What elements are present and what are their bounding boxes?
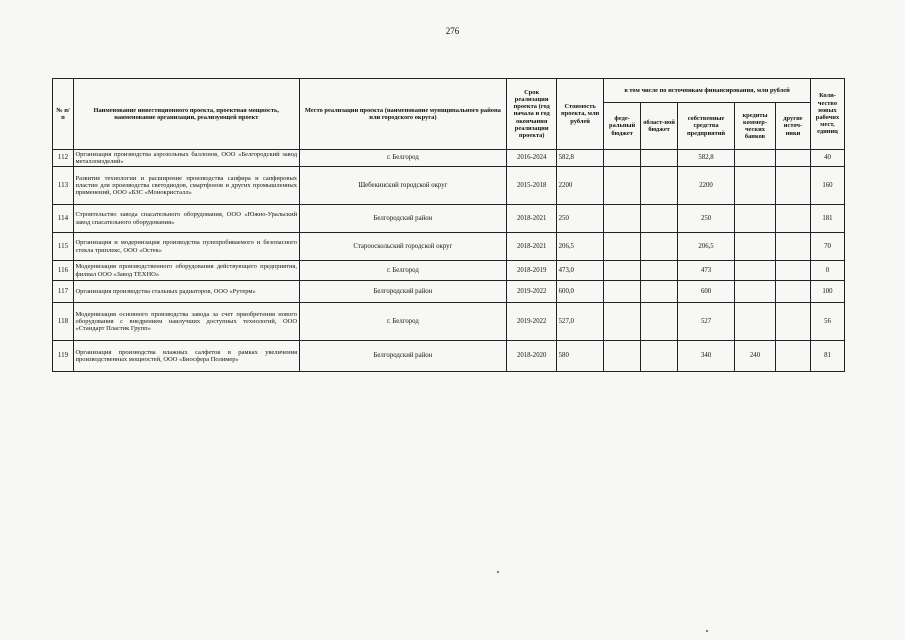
row-name: Организация производства влажных салфеток в рамках увеличения производственных мощностей, ООО «Биосфера Полимер»	[73, 341, 299, 372]
row-federal	[604, 261, 641, 281]
row-regional	[641, 150, 678, 167]
row-jobs: 81	[810, 341, 844, 372]
row-jobs: 70	[810, 233, 844, 261]
row-federal	[604, 205, 641, 233]
row-cost: 527,0	[557, 303, 604, 341]
row-num: 118	[53, 303, 74, 341]
row-credits	[735, 233, 776, 261]
row-num: 113	[53, 167, 74, 205]
row-credits	[735, 281, 776, 303]
row-num: 115	[53, 233, 74, 261]
table-row	[53, 150, 845, 167]
row-place: Белгородский район	[299, 341, 507, 372]
row-jobs: 40	[810, 150, 844, 167]
header-own: собственные средства предприятий	[678, 103, 735, 150]
row-place: Белгородский район	[299, 205, 507, 233]
header-financing-group: в том числе по источникам финансирования, млн рублей	[604, 79, 811, 103]
row-name: Организация и модернизация производства пулепробиваемого и безопасного стекла триплекс, ООО «Остек»	[73, 233, 299, 261]
row-period: 2015-2018	[507, 167, 557, 205]
row-credits	[735, 205, 776, 233]
table-row	[53, 341, 845, 372]
row-place: г. Белгород	[299, 150, 507, 167]
row-period: 2018-2020	[507, 341, 557, 372]
row-other	[775, 167, 810, 205]
row-other	[775, 205, 810, 233]
row-period: 2016-2024	[507, 150, 557, 167]
table-row	[53, 205, 845, 233]
page-number: 276	[445, 26, 460, 36]
row-name: Организация производства аэрозольных баллонов, ООО «Белгородский завод металлоизделий»	[75, 150, 298, 165]
row-jobs: 56	[810, 303, 844, 341]
row-credits: 240	[735, 341, 776, 372]
row-credits	[735, 261, 776, 281]
row-cost: 582,8	[557, 150, 604, 167]
row-regional	[641, 167, 678, 205]
row-other	[775, 341, 810, 372]
row-other	[775, 303, 810, 341]
row-cost: 2200	[557, 167, 604, 205]
row-name: Строительство завода спасательного оборудования, ООО «Южно-Уральский завод спасательного оборудования»	[73, 205, 299, 233]
row-credits	[735, 303, 776, 341]
table-row	[53, 233, 845, 261]
row-jobs: 100	[810, 281, 844, 303]
row-other	[775, 261, 810, 281]
row-own: 600	[678, 281, 735, 303]
row-federal	[604, 167, 641, 205]
table-row	[53, 303, 845, 341]
row-jobs: 181	[810, 205, 844, 233]
row-jobs: 160	[810, 167, 844, 205]
header-credits: кредиты коммер-ческих банков	[735, 103, 776, 150]
row-place: Белгородский район	[299, 281, 507, 303]
row-own: 2200	[678, 167, 735, 205]
row-own: 340	[678, 341, 735, 372]
header-other: другие источ-ники	[775, 103, 810, 150]
header-place: Место реализации проекта (наименование муниципального района или городского округа)	[299, 79, 507, 150]
row-place: г. Белгород	[299, 261, 507, 281]
row-period: 2018-2021	[507, 233, 557, 261]
row-regional	[641, 261, 678, 281]
header-num: № п/п	[53, 79, 74, 150]
row-place: Старооскольский городской округ	[299, 233, 507, 261]
row-name: Модернизация основного производства завода за счет приобретения нового оборудования с внедрением наилучших доступных технологий, ООО «Стандарт Пластик Групп»	[73, 303, 299, 341]
row-cost: 206,5	[557, 233, 604, 261]
row-period: 2018-2019	[507, 261, 557, 281]
row-federal	[604, 341, 641, 372]
row-cost: 473,0	[557, 261, 604, 281]
row-regional	[641, 205, 678, 233]
header-cost: Стоимость проекта, млн рублей	[557, 79, 604, 150]
header-federal: феде-ральный бюджет	[604, 103, 641, 150]
row-num: 116	[53, 261, 74, 281]
investment-projects-table	[52, 78, 845, 372]
row-federal	[604, 233, 641, 261]
header-regional: област-ной бюджет	[641, 103, 678, 150]
row-regional	[641, 281, 678, 303]
header-period: Срок реализации проекта (год начала и год окончания реализации проекта)	[507, 79, 557, 150]
table-row	[53, 167, 845, 205]
row-period: 2018-2021	[507, 205, 557, 233]
header-jobs: Коли-чество новых рабочих мест, единиц	[810, 79, 844, 150]
row-own: 250	[678, 205, 735, 233]
row-other	[775, 150, 810, 167]
row-num: 112	[53, 150, 74, 167]
row-federal	[604, 303, 641, 341]
table-row	[53, 261, 845, 281]
row-num: 114	[53, 205, 74, 233]
row-num: 119	[53, 341, 74, 372]
row-name: Организация производства стальных радиаторов, ООО «Рутерм»	[73, 281, 299, 303]
row-credits	[735, 167, 776, 205]
row-num: 117	[53, 281, 74, 303]
row-place: Шебекинский городской округ	[299, 167, 507, 205]
row-cost: 600,0	[557, 281, 604, 303]
scan-speck	[706, 630, 708, 632]
row-federal	[604, 281, 641, 303]
row-period: 2019-2022	[507, 303, 557, 341]
row-place: г. Белгород	[299, 303, 507, 341]
row-regional	[641, 303, 678, 341]
row-regional	[641, 341, 678, 372]
row-credits	[735, 150, 776, 167]
scan-speck	[497, 571, 499, 573]
row-cost: 580	[557, 341, 604, 372]
row-own: 206,5	[678, 233, 735, 261]
row-federal	[604, 150, 641, 167]
row-name: Развитие технологии и расширение производства сапфира и сапфировых пластин для производства светодиодов, смартфонов и других промышленных применений, ООО «БЗС «Монокристалл»	[73, 167, 299, 205]
row-name: Модернизация производственного оборудования действующего предприятия, филиал ООО «Завод ТЕХНО»	[73, 261, 299, 281]
header-name: Наименование инвестиционного проекта, проектная мощность, наименование организации, реализующей проект	[73, 79, 299, 150]
row-own: 582,8	[678, 150, 735, 167]
row-own: 527	[678, 303, 735, 341]
row-period: 2019-2022	[507, 281, 557, 303]
row-own: 473	[678, 261, 735, 281]
row-other	[775, 233, 810, 261]
table-row	[53, 281, 845, 303]
row-cost: 250	[557, 205, 604, 233]
row-regional	[641, 233, 678, 261]
row-other	[775, 281, 810, 303]
row-jobs: 0	[810, 261, 844, 281]
